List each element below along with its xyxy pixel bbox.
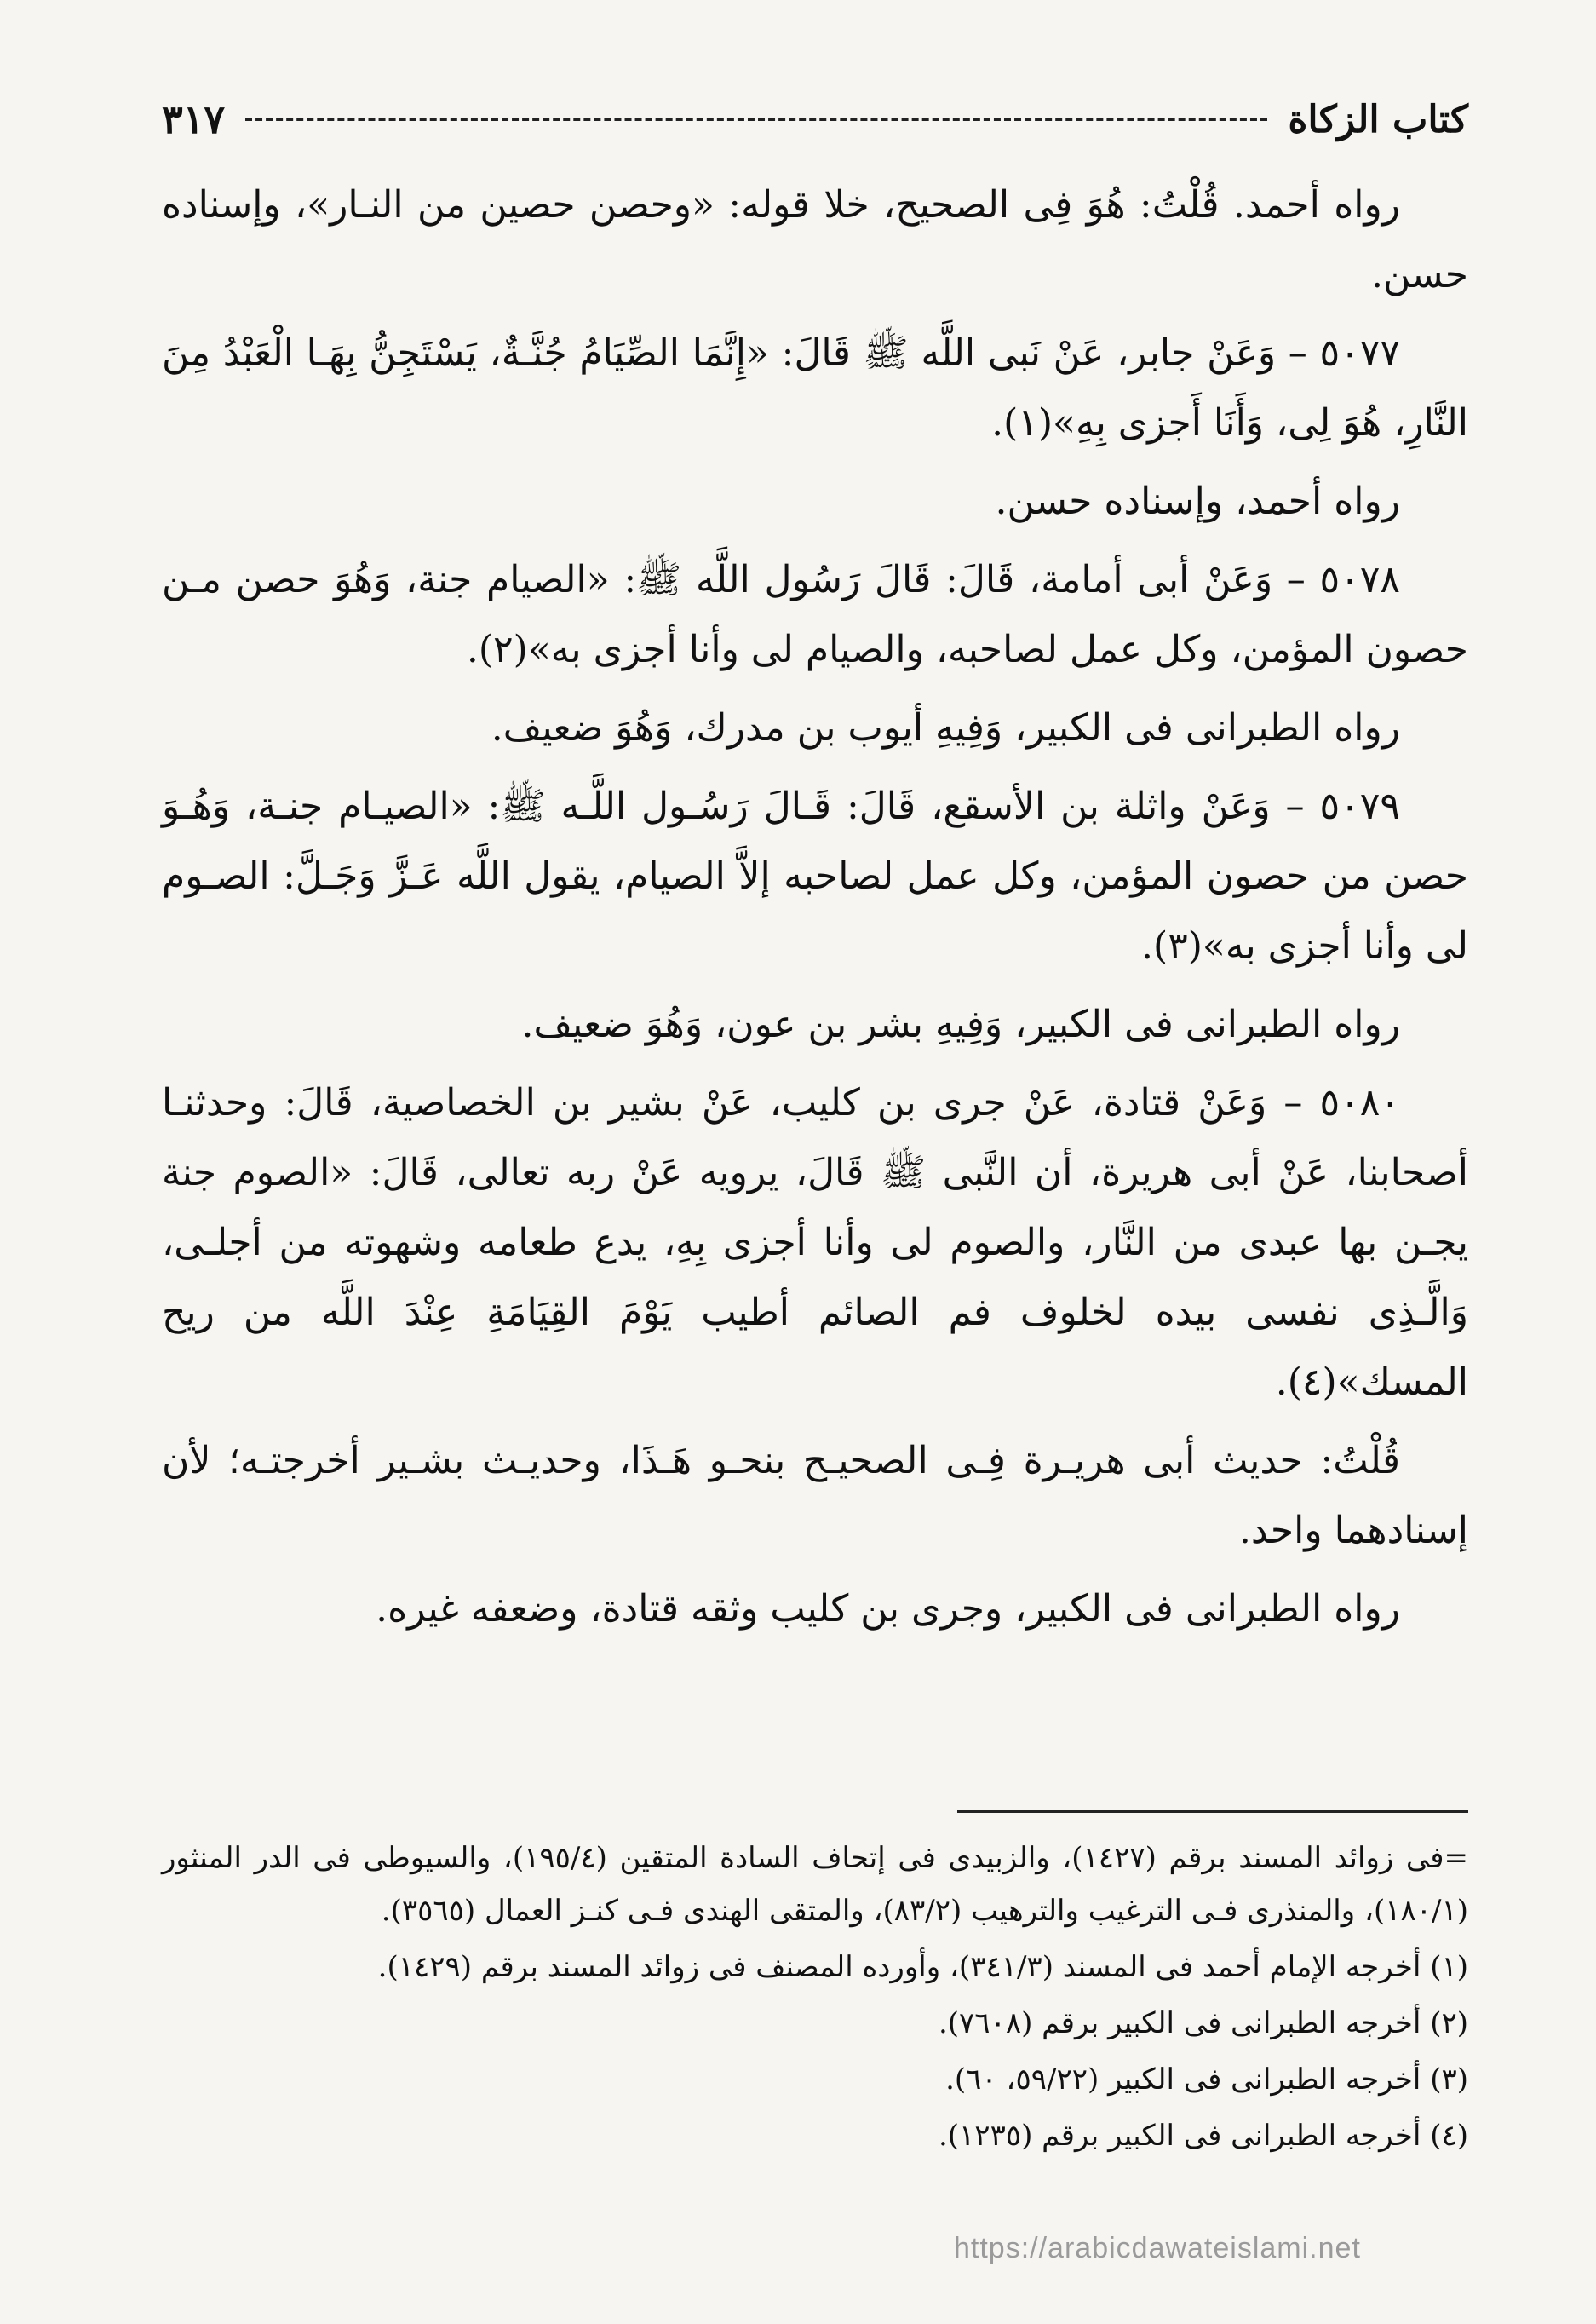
watermark: https://arabicdawateislami.net: [954, 2232, 1361, 2264]
hadith-5078: ٥٠٧٨ – وَعَنْ أبى أمامة، قَالَ: قَالَ رَسُول اللَّه ﷺ: «الصيام جنة، وَهُوَ حصن مـن حصون المؤمن، وكل عمل لصاحبه، والصيام لى وأنا أجزى به»(٢).: [162, 558, 1468, 671]
paragraph-narration-4: رواه الطبرانى فى الكبير، وَفِيهِ بشر بن عون، وَهُوَ ضعيف.: [521, 1003, 1400, 1046]
footnote-1: (١) أخرجه الإمام أحمد فى المسند (٣٤١/٣)، وأورده المصنف فى زوائد المسند برقم (١٤٢٩).: [377, 1950, 1468, 1984]
running-header: [162, 85, 1468, 153]
footnote-4: (٤) أخرجه الطبرانى فى الكبير برقم (١٢٣٥).: [938, 2119, 1468, 2153]
footnote-2: (٢) أخرجه الطبرانى فى الكبير برقم (٧٦٠٨).: [938, 2006, 1468, 2040]
footnote-3: (٣) أخرجه الطبرانى فى الكبير (٥٩/٢٢، ٦٠).: [945, 2062, 1468, 2097]
paragraph-narration-3: رواه الطبرانى فى الكبير، وَفِيهِ أيوب بن مدرك، وَهُوَ ضعيف.: [491, 706, 1400, 750]
paragraph-comment: قُلْتُ: حديث أبى هريـرة فِـى الصحيـح بنحـو هَـذَا، وحديـث بشـير أخرجتـه؛ لأن إسنادهما واحد.: [162, 1439, 1468, 1552]
paragraph-narration-1: رواه أحمد. قُلْتُ: هُوَ فِى الصحيح، خلا قوله: «وحصن حصين من النـار»، وإسناده حسن.: [162, 183, 1468, 296]
paragraph-narration-2: رواه أحمد، وإسناده حسن.: [995, 480, 1400, 523]
footnote-rule: [957, 1810, 1468, 1813]
footnote-continued: =فى زوائد المسند برقم (١٤٢٧)، والزبيدى فى إتحاف السادة المتقين (١٩٥/٤)، والسيوطى فى الدر المنثور (١٨٠/١)، والمنذرى فـى الترغيب والترهيب (٨٣/٢)، والمتقى الهندى فـى كنـز العمال (٣٥٦٥).: [162, 1841, 1468, 1928]
header-rule: [245, 118, 1267, 121]
hadith-5079: ٥٠٧٩ – وَعَنْ واثلة بن الأسقع، قَالَ: قَـالَ رَسُـول اللَّـه ﷺ: «الصيـام جنـة، وَهُـوَ حصن من حصون المؤمن، وكل عمل لصاحبه إلاَّ الصيام، يقول اللَّه عَـزَّ وَجَـلَّ: الصـوم لى وأنا أجزى به»(٣).: [162, 785, 1468, 968]
footnotes: [162, 1832, 1468, 2166]
book-title: كتاب الزكاة: [1288, 97, 1468, 141]
hadith-5080: ٥٠٨٠ – وَعَنْ قتادة، عَنْ جرى بن كليب، عَنْ بشير بن الخصاصية، قَالَ: وحدثنـا أصحابنا، عَنْ أبى هريرة، أن النَّبى ﷺ قَالَ، يرويه عَنْ ربه تعالى، قَالَ: «الصوم جنة يجـن بها عبدى من النَّار، والصوم لى وأنا أجزى بِهِ، يدع طعامه وشهوته من أجلـى، وَالَّـذِى نفسى بيده لخلوف فم الصائم أطيب يَوْمَ القِيَامَةِ عِنْدَ اللَّه من ريح المسك»(٤).: [162, 1081, 1468, 1404]
page-number: ٣١٧: [162, 96, 226, 142]
paragraph-narration-5: رواه الطبرانى فى الكبير، وجرى بن كليب وثقه قتادة، وضعفه غيره.: [376, 1587, 1400, 1631]
hadith-5077: ٥٠٧٧ – وَعَنْ جابر، عَنْ نَبى اللَّه ﷺ قَالَ: «إِنَّمَا الصِّيَامُ جُنَّـةٌ، يَسْتَجِنُّ بِهَـا الْعَبْدُ مِنَ النَّارِ، هُوَ لِى، وَأَنَا أَجزى بِهِ»(١).: [162, 331, 1468, 445]
body-text: [162, 170, 1468, 1653]
